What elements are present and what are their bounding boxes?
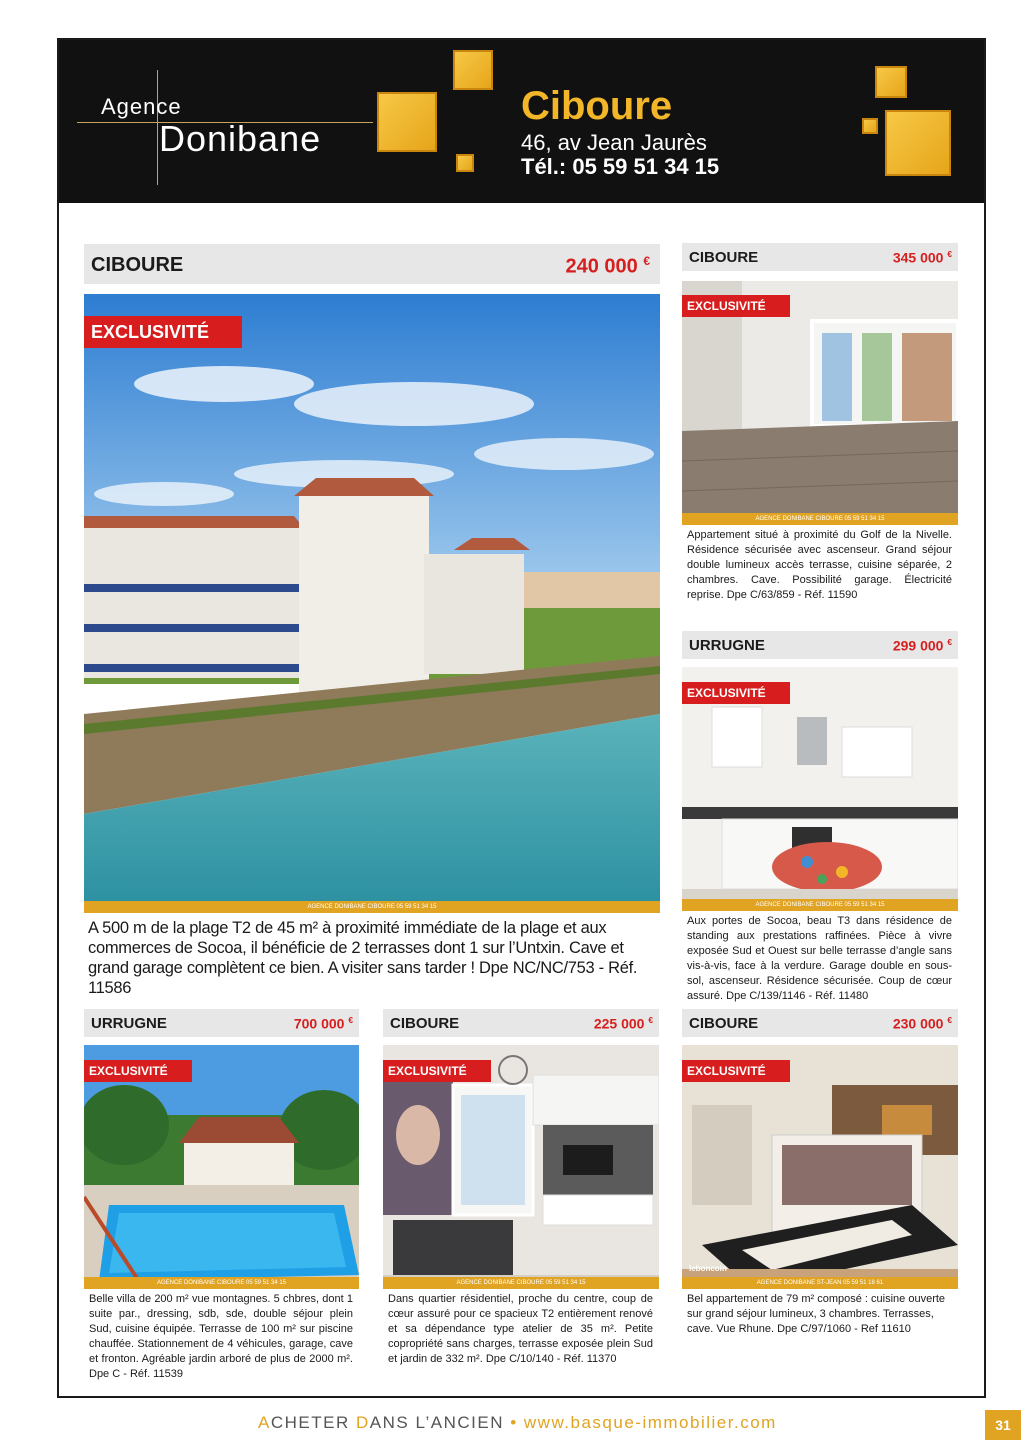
exclusivity-badge: EXCLUSIVITÉ	[84, 316, 242, 348]
logo-square	[456, 154, 474, 172]
residence-photo	[84, 294, 660, 913]
listing-city: CIBOURE	[390, 1015, 460, 1032]
listing-city: CIBOURE	[91, 254, 184, 276]
listing-city: CIBOURE	[689, 249, 759, 266]
photo-caption: AGENCE DONIBANE CIBOURE 05 59 51 34 15	[84, 901, 660, 913]
listing-photo[interactable]	[84, 1045, 359, 1289]
listing-price: 700 000 €	[293, 1015, 353, 1032]
listing-photo[interactable]	[682, 1045, 958, 1289]
listing-price-bar	[84, 244, 660, 284]
photo-caption: AGENCE DONIBANE CIBOURE 05 59 51 34 15	[682, 899, 958, 911]
footer-bullet: •	[510, 1413, 518, 1432]
logo-vertical-line	[157, 70, 158, 185]
agency-address: 46, av Jean Jaurès	[521, 130, 707, 155]
listing-price: 225 000 €	[593, 1015, 653, 1032]
photo-caption: AGENCE DONIBANE CIBOURE 05 59 51 34 15	[682, 513, 958, 525]
listing-description: Dans quartier résidentiel, proche du centre, coup de cœur assuré pour ce spacieux T2 entièrement renové et sa dépendance type atelier de 35 m². Petite copropriété sans charges, terrasse exposée plein Sud et jardin de 332 m². Dpe C/10/140 - Réf. 11370	[388, 1293, 653, 1365]
listing-price: 345 000 €	[892, 249, 952, 266]
listing-photo[interactable]	[84, 294, 660, 913]
listing-city: URRUGNE	[91, 1015, 167, 1032]
brand-top-text: Agence	[101, 94, 182, 119]
listing-price-bar	[682, 1009, 958, 1037]
footer-tagline: ACHETER DANS L’ANCIEN • www.basque-immobilier.com	[258, 1413, 777, 1432]
listing-price-bar	[383, 1009, 659, 1037]
listing-city: URRUGNE	[689, 637, 765, 654]
exclusivity-badge: EXCLUSIVITÉ	[84, 1060, 192, 1082]
photo-caption: AGENCE DONIBANE ST-JEAN 05 59 51 18 61	[682, 1277, 958, 1289]
listing-price: 240 000 €	[565, 254, 650, 278]
listing-price-bar	[682, 243, 958, 271]
listing-price-bar	[682, 631, 958, 659]
exclusivity-badge: EXCLUSIVITÉ	[682, 295, 790, 317]
listing-price-bar	[84, 1009, 359, 1037]
exclusivity-badge: EXCLUSIVITÉ	[682, 682, 790, 704]
logo-square	[453, 50, 493, 90]
logo-square	[885, 110, 951, 176]
brand-name: Donibane	[159, 118, 322, 159]
agency-header	[59, 40, 984, 203]
listing-description: Aux portes de Socoa, beau T3 dans résidence de standing aux prestations raffinées. Pièce à vivre exposée Sud et Ouest sur belle terrasse d’angle sans vis-à-vis, face à la verdure. Garage double en sous-sol, ascenseur. Résidence sécurisée. Coup de cœur assuré. Dpe C/139/1146 - Réf. 11480	[687, 915, 952, 1002]
logo-square	[862, 118, 878, 134]
agency-phone: Tél.: 05 59 51 34 15	[521, 154, 720, 179]
leboncoin-watermark: leboncoin	[689, 1264, 727, 1273]
listing-description: Belle villa de 200 m² vue montagnes. 5 chbres, dont 1 suite par., dressing, sdb, sde, double séjour plein Sud, cuisine équipée. Terrasse de 100 m² sur piscine chauffée. Stationnement de 4 véhicules, garage, cave et fronton. Agréable jardin arboré de plus de 2000 m². Dpe C - Réf. 11539	[89, 1293, 353, 1380]
logo-square	[875, 66, 907, 98]
listing-photo[interactable]	[383, 1045, 659, 1289]
listing-photo[interactable]	[682, 281, 958, 525]
logo-square	[377, 92, 437, 152]
footer-website-link[interactable]: www.basque-immobilier.com	[523, 1413, 777, 1432]
listing-price: 230 000 €	[892, 1015, 952, 1032]
listing-photo[interactable]	[682, 667, 958, 911]
listing-price: 299 000 €	[892, 637, 952, 654]
page-number: 31	[985, 1410, 1021, 1440]
listing-city: CIBOURE	[689, 1015, 759, 1032]
agency-city: Ciboure	[521, 84, 673, 128]
listing-description: Bel appartement de 79 m² composé : cuisine ouverte sur grand séjour lumineux, 3 chambres. Terrasses, cave. Vue Rhune. Dpe C/97/1060 - Ref 11610	[687, 1293, 946, 1335]
photo-caption: AGENCE DONIBANE CIBOURE 05 59 51 34 15	[383, 1277, 659, 1289]
photo-caption: AGENCE DONIBANE CIBOURE 05 59 51 34 15	[84, 1277, 359, 1289]
exclusivity-badge: EXCLUSIVITÉ	[383, 1060, 491, 1082]
listing-description: A 500 m de la plage T2 de 45 m² à proximité immédiate de la plage et aux commerces de Socoa, il bénéficie de 2 terrasses dont 1 sur l’Untxin. Cave et grand garage complètent ce bien. A visiter sans tarder ! Dpe NC/NC/753 - Réf. 11586	[88, 919, 638, 997]
living-room-photo	[682, 281, 958, 525]
listing-description: Appartement situé à proximité du Golf de la Nivelle. Résidence sécurisée avec ascenseur. Grand séjour double lumineux accès terrasse, cuisine séparée, 2 chambres. Cave. Possibilité garage. Électricité reprise. Dpe C/63/859 - Réf. 11590	[687, 529, 952, 601]
exclusivity-badge: EXCLUSIVITÉ	[682, 1060, 790, 1082]
